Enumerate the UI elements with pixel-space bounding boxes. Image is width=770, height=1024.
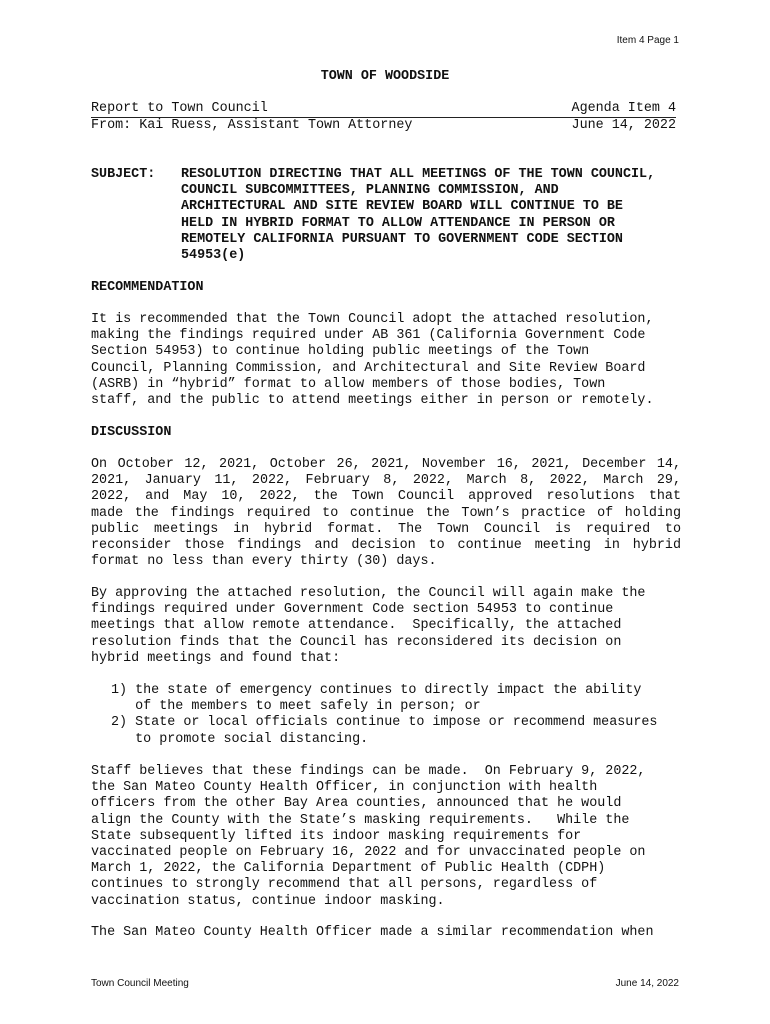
- discussion-paragraph-3: [91, 764, 681, 910]
- paragraph-line: format no less than every thirty (30) days.: [91, 554, 437, 570]
- paragraph-line: meetings that allow remote attendance. Specifically, the attached: [91, 618, 622, 634]
- meta-row-1: [91, 101, 676, 117]
- paragraph-line: 2022, and May 10, 2022, the Town Council approved resolutions that: [91, 489, 681, 505]
- paragraph-line: vaccination status, continue indoor masking.: [91, 893, 445, 909]
- meta-row-2: [91, 118, 676, 134]
- list-item: 2) State or local officials continue to impose or recommend measures: [111, 715, 658, 731]
- discussion-paragraph-1: [91, 457, 681, 570]
- discussion-paragraph-4: [91, 925, 681, 941]
- paragraph-line: public meetings in hybrid format. The Town Council is required to: [91, 521, 681, 537]
- paragraph-line: The San Mateo County Health Officer made a similar recommendation when: [91, 925, 654, 940]
- subject-text: [181, 167, 681, 264]
- from-line: From: Kai Ruess, Assistant Town Attorney: [91, 118, 413, 133]
- paragraph-line: officers from the other Bay Area counties, announced that he would: [91, 796, 622, 812]
- paragraph-line: continues to strongly recommend that all persons, regardless of: [91, 877, 598, 893]
- paragraph-line: (ASRB) in “hybrid” format to allow members of those bodies, Town: [91, 376, 606, 392]
- footer-meeting-name: Town Council Meeting: [91, 978, 189, 989]
- paragraph-line: made the findings required to continue the Town’s practice of holding: [91, 505, 681, 521]
- subject-line: COUNCIL SUBCOMMITTEES, PLANNING COMMISSION, AND: [181, 183, 559, 199]
- page-header-label: Item 4 Page 1: [616, 35, 679, 46]
- paragraph-line: By approving the attached resolution, the Council will again make the: [91, 586, 646, 601]
- paragraph-line: Council, Planning Commission, and Architectural and Site Review Board: [91, 360, 646, 376]
- subject-line: REMOTELY CALIFORNIA PURSUANT TO GOVERNMENT CODE SECTION: [181, 231, 623, 247]
- paragraph-line: March 1, 2022, the California Department of Public Health (CDPH): [91, 861, 606, 877]
- paragraph-line: 2021, January 11, 2022, February 8, 2022, March 8, 2022, March 29,: [91, 473, 681, 489]
- agenda-item: Agenda Item 4: [571, 101, 676, 116]
- recommendation-paragraph: [91, 312, 681, 409]
- paragraph-line: reconsider those findings and decision to continue meeting in hybrid: [91, 538, 681, 554]
- paragraph-line: staff, and the public to attend meetings either in person or remotely.: [91, 393, 654, 409]
- paragraph-line: vaccinated people on February 16, 2022 and for unvaccinated people on: [91, 845, 646, 861]
- subject-line: 54953(e): [181, 248, 246, 264]
- subject-line: HELD IN HYBRID FORMAT TO ALLOW ATTENDANCE IN PERSON OR: [181, 215, 615, 231]
- subject-line: ARCHITECTURAL AND SITE REVIEW BOARD WILL CONTINUE TO BE: [181, 199, 623, 215]
- list-item: 1) the state of emergency continues to directly impact the ability: [111, 683, 642, 698]
- list-item: of the members to meet safely in person; or: [111, 699, 481, 715]
- report-to: Report to Town Council: [91, 101, 268, 116]
- discussion-paragraph-2: [91, 586, 681, 667]
- paragraph-line: Staff believes that these findings can be made. On February 9, 2022,: [91, 764, 646, 779]
- paragraph-line: resolution finds that the Council has reconsidered its decision on: [91, 634, 622, 650]
- subject-label: SUBJECT:: [91, 167, 156, 182]
- paragraph-line: It is recommended that the Town Council adopt the attached resolution,: [91, 312, 654, 327]
- paragraph-line: Section 54953) to continue holding public meetings of the Town: [91, 344, 590, 360]
- findings-list: [111, 683, 681, 748]
- paragraph-line: making the findings required under AB 361 (California Government Code: [91, 328, 646, 344]
- report-date: June 14, 2022: [571, 118, 676, 133]
- list-item: to promote social distancing.: [111, 731, 369, 747]
- paragraph-line: the San Mateo County Health Officer, in conjunction with health: [91, 780, 598, 796]
- paragraph-line: On October 12, 2021, October 26, 2021, November 16, 2021, December 14,: [91, 457, 681, 472]
- document-title: TOWN OF WOODSIDE: [320, 69, 450, 84]
- discussion-heading: DISCUSSION: [91, 425, 172, 440]
- recommendation-heading: RECOMMENDATION: [91, 280, 204, 295]
- subject-line: RESOLUTION DIRECTING THAT ALL MEETINGS OF THE TOWN COUNCIL,: [181, 167, 656, 182]
- paragraph-line: hybrid meetings and found that:: [91, 650, 341, 666]
- footer-date: June 14, 2022: [615, 978, 679, 989]
- paragraph-line: align the County with the State’s masking requirements. While the: [91, 812, 630, 828]
- paragraph-line: State subsequently lifted its indoor masking requirements for: [91, 828, 582, 844]
- paragraph-line: findings required under Government Code section 54953 to continue: [91, 602, 614, 618]
